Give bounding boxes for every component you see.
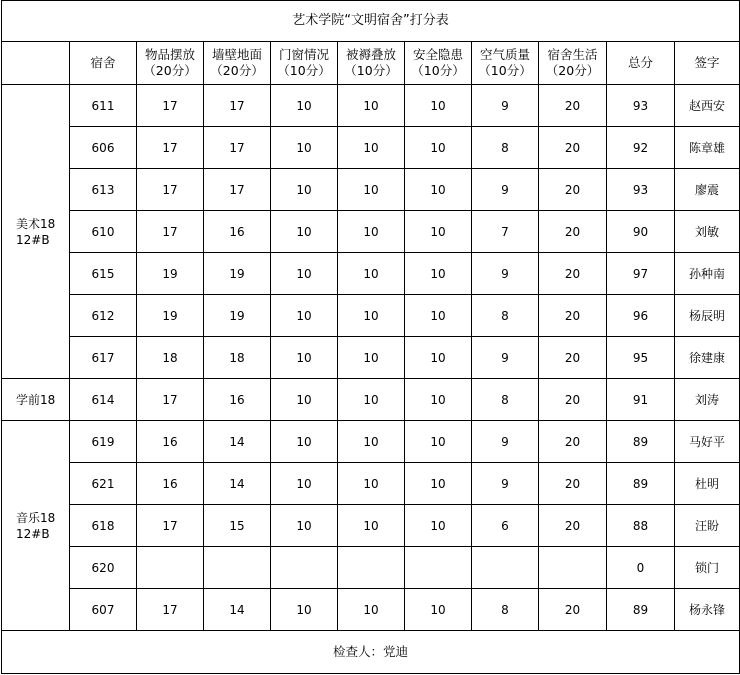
- header-air-quality: [472, 42, 539, 85]
- score-cell: 14: [204, 463, 271, 505]
- score-cell: 10: [338, 169, 405, 211]
- score-cell: 20: [539, 337, 607, 379]
- class-name: 学前18: [16, 392, 56, 407]
- table-row: [2, 295, 740, 337]
- total-score-cell: 88: [607, 505, 675, 547]
- header-label: 宿舍生活: [547, 47, 598, 62]
- score-cell: 10: [405, 379, 472, 421]
- dorm-number-cell: 620: [70, 547, 137, 589]
- table-row: [2, 127, 740, 169]
- score-cell: 20: [539, 253, 607, 295]
- inspector-text: 检查人：党迪: [2, 631, 740, 674]
- footer-row: [2, 631, 740, 674]
- signature-cell: 陈章雄: [675, 127, 740, 169]
- signature-cell: 刘敏: [675, 211, 740, 253]
- dorm-number-cell: 615: [70, 253, 137, 295]
- score-cell: 10: [338, 253, 405, 295]
- table-row: [2, 169, 740, 211]
- header-label: 安全隐患: [412, 47, 463, 62]
- dorm-number-cell: 614: [70, 379, 137, 421]
- dorm-number-cell: 611: [70, 85, 137, 127]
- score-cell: 10: [338, 421, 405, 463]
- score-cell: 19: [204, 295, 271, 337]
- score-cell: 8: [472, 127, 539, 169]
- table-row: [2, 589, 740, 631]
- score-cell: 17: [137, 169, 204, 211]
- score-cell: 8: [472, 379, 539, 421]
- score-cell: 8: [472, 295, 539, 337]
- score-cell: 9: [472, 253, 539, 295]
- score-cell: 10: [338, 379, 405, 421]
- title-row: [2, 1, 740, 42]
- score-cell: 10: [405, 253, 472, 295]
- table-row: [2, 463, 740, 505]
- score-cell: 17: [137, 85, 204, 127]
- score-cell: 10: [338, 127, 405, 169]
- score-cell: 20: [539, 421, 607, 463]
- score-cell: 16: [204, 379, 271, 421]
- class-group-cell: [2, 85, 70, 379]
- table-row: [2, 211, 740, 253]
- total-score-cell: 89: [607, 463, 675, 505]
- header-signature: 签字: [675, 42, 740, 85]
- header-label: 空气质量: [479, 47, 530, 62]
- score-cell: 18: [137, 337, 204, 379]
- score-cell: 20: [539, 589, 607, 631]
- header-points: （10分）: [411, 63, 465, 78]
- total-score-cell: 89: [607, 589, 675, 631]
- dorm-number-cell: 610: [70, 211, 137, 253]
- table-row: [2, 85, 740, 127]
- signature-cell: 徐建康: [675, 337, 740, 379]
- signature-cell: 杨永锋: [675, 589, 740, 631]
- score-cell: [539, 547, 607, 589]
- score-cell: 8: [472, 589, 539, 631]
- class-name: 美术18: [16, 216, 56, 231]
- score-cell: [405, 547, 472, 589]
- signature-cell: 马好平: [675, 421, 740, 463]
- score-cell: 19: [204, 253, 271, 295]
- score-cell: 10: [338, 505, 405, 547]
- score-cell: 20: [539, 127, 607, 169]
- score-cell: [271, 547, 338, 589]
- class-name: 音乐18: [16, 510, 56, 525]
- score-cell: 19: [137, 253, 204, 295]
- header-dorm: 宿舍: [70, 42, 137, 85]
- signature-cell: 汪盼: [675, 505, 740, 547]
- dorm-number-cell: 619: [70, 421, 137, 463]
- score-cell: 20: [539, 169, 607, 211]
- score-cell: 10: [405, 505, 472, 547]
- score-cell: 17: [137, 505, 204, 547]
- header-points: （10分）: [344, 63, 398, 78]
- score-cell: 17: [137, 589, 204, 631]
- header-points: （20分）: [210, 63, 264, 78]
- header-label: 物品摆放: [144, 47, 195, 62]
- score-cell: 10: [271, 379, 338, 421]
- score-cell: 10: [271, 421, 338, 463]
- header-label: 被褥叠放: [345, 47, 396, 62]
- dorm-number-cell: 607: [70, 589, 137, 631]
- score-cell: 10: [405, 337, 472, 379]
- header-points: （10分）: [478, 63, 532, 78]
- score-cell: 10: [271, 169, 338, 211]
- score-cell: [137, 547, 204, 589]
- total-score-cell: 89: [607, 421, 675, 463]
- score-cell: [472, 547, 539, 589]
- header-row: [2, 42, 740, 85]
- score-cell: 10: [271, 127, 338, 169]
- score-cell: 10: [338, 589, 405, 631]
- score-cell: 10: [271, 295, 338, 337]
- total-score-cell: 93: [607, 169, 675, 211]
- score-cell: 16: [137, 421, 204, 463]
- table-row: [2, 547, 740, 589]
- score-cell: 14: [204, 589, 271, 631]
- score-cell: 9: [472, 85, 539, 127]
- score-cell: 6: [472, 505, 539, 547]
- score-cell: 10: [405, 211, 472, 253]
- score-cell: 20: [539, 85, 607, 127]
- score-cell: 9: [472, 337, 539, 379]
- table-row: [2, 505, 740, 547]
- score-cell: 9: [472, 169, 539, 211]
- table-title: 艺术学院“文明宿舍”打分表: [2, 1, 740, 42]
- score-cell: 16: [204, 211, 271, 253]
- header-points: （20分）: [143, 63, 197, 78]
- score-cell: 20: [539, 211, 607, 253]
- score-cell: 10: [271, 589, 338, 631]
- score-cell: 17: [137, 379, 204, 421]
- header-safety: [405, 42, 472, 85]
- score-cell: 20: [539, 295, 607, 337]
- dorm-number-cell: 621: [70, 463, 137, 505]
- header-doors-windows: [271, 42, 338, 85]
- score-cell: 14: [204, 421, 271, 463]
- score-cell: 10: [405, 295, 472, 337]
- signature-cell: 杜明: [675, 463, 740, 505]
- score-cell: 10: [405, 169, 472, 211]
- score-cell: 10: [405, 85, 472, 127]
- score-cell: [204, 547, 271, 589]
- class-group-cell: [2, 379, 70, 421]
- score-cell: 15: [204, 505, 271, 547]
- header-bedding: [338, 42, 405, 85]
- score-cell: 10: [338, 211, 405, 253]
- score-cell: 16: [137, 463, 204, 505]
- score-cell: 17: [204, 127, 271, 169]
- header-items-placement: [137, 42, 204, 85]
- dorm-number-cell: 618: [70, 505, 137, 547]
- signature-cell: 赵西安: [675, 85, 740, 127]
- score-cell: 7: [472, 211, 539, 253]
- score-cell: 9: [472, 463, 539, 505]
- score-cell: 10: [405, 589, 472, 631]
- score-cell: 10: [271, 505, 338, 547]
- total-score-cell: 91: [607, 379, 675, 421]
- score-table: [1, 0, 740, 674]
- signature-cell: 锁门: [675, 547, 740, 589]
- score-cell: 18: [204, 337, 271, 379]
- table-row: [2, 253, 740, 295]
- score-cell: 10: [338, 85, 405, 127]
- score-cell: 10: [338, 463, 405, 505]
- score-cell: 10: [271, 85, 338, 127]
- header-label: 墙壁地面: [211, 47, 262, 62]
- score-cell: 17: [137, 127, 204, 169]
- class-group-cell: [2, 421, 70, 631]
- dorm-number-cell: 606: [70, 127, 137, 169]
- header-dorm-life: [539, 42, 607, 85]
- signature-cell: 孙种南: [675, 253, 740, 295]
- score-cell: 10: [271, 253, 338, 295]
- total-score-cell: 90: [607, 211, 675, 253]
- header-points: （20分）: [545, 63, 600, 78]
- score-cell: 10: [405, 421, 472, 463]
- header-class-blank: [2, 42, 70, 85]
- score-cell: 20: [539, 463, 607, 505]
- header-points: （10分）: [277, 63, 331, 78]
- table-row: [2, 421, 740, 463]
- score-cell: 10: [405, 127, 472, 169]
- score-cell: 17: [204, 85, 271, 127]
- dorm-number-cell: 612: [70, 295, 137, 337]
- score-cell: 10: [271, 211, 338, 253]
- table-row: [2, 337, 740, 379]
- total-score-cell: 95: [607, 337, 675, 379]
- score-cell: 20: [539, 379, 607, 421]
- header-label: 门窗情况: [278, 47, 329, 62]
- total-score-cell: 97: [607, 253, 675, 295]
- table-row: [2, 379, 740, 421]
- score-cell: 10: [338, 295, 405, 337]
- header-total: 总分: [607, 42, 675, 85]
- score-cell: 17: [137, 211, 204, 253]
- score-cell: 9: [472, 421, 539, 463]
- total-score-cell: 0: [607, 547, 675, 589]
- signature-cell: 杨辰明: [675, 295, 740, 337]
- score-cell: 10: [271, 337, 338, 379]
- score-cell: 17: [204, 169, 271, 211]
- total-score-cell: 93: [607, 85, 675, 127]
- score-cell: [338, 547, 405, 589]
- dorm-number-cell: 613: [70, 169, 137, 211]
- total-score-cell: 92: [607, 127, 675, 169]
- signature-cell: 刘涛: [675, 379, 740, 421]
- score-cell: 10: [405, 463, 472, 505]
- dorm-number-cell: 617: [70, 337, 137, 379]
- score-cell: 20: [539, 505, 607, 547]
- building-code: 12#B: [16, 526, 50, 541]
- score-cell: 10: [271, 463, 338, 505]
- score-cell: 19: [137, 295, 204, 337]
- score-cell: 10: [338, 337, 405, 379]
- header-wall-floor: [204, 42, 271, 85]
- signature-cell: 廖震: [675, 169, 740, 211]
- building-code: 12#B: [16, 232, 50, 247]
- total-score-cell: 96: [607, 295, 675, 337]
